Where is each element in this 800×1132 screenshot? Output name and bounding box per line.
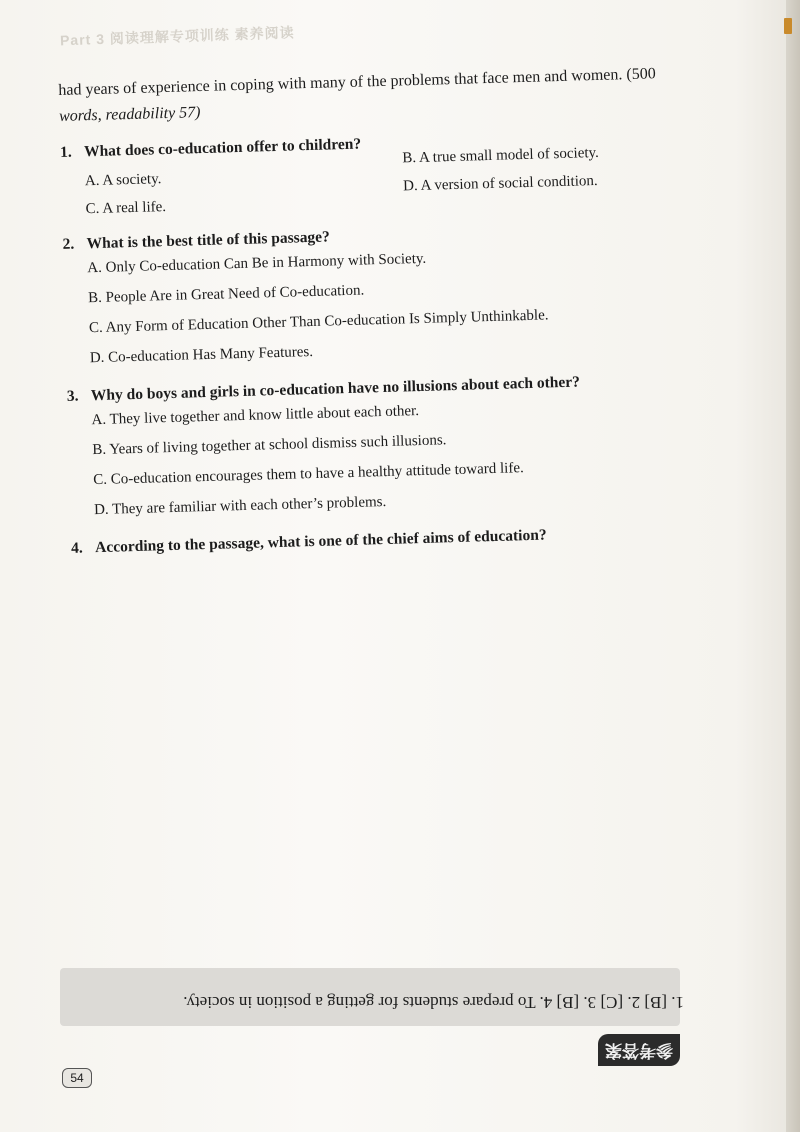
question-number: 1. xyxy=(59,143,72,161)
question-1 xyxy=(60,126,702,222)
question-text: What does co-education offer to children? xyxy=(83,135,362,161)
option-d[interactable]: D. A version of social condition. xyxy=(402,172,598,195)
option-c[interactable]: C. Co-education encourages them to have a healthy attitude toward life. xyxy=(93,460,524,489)
option-b[interactable]: B. Years of living together at school dismiss such illusions. xyxy=(92,432,447,459)
question-3 xyxy=(67,370,711,526)
answer-key-text: 1. [B] 2. [C] 3. [B] 4. To prepare students for getting a position in society. xyxy=(183,993,684,1012)
question-4-stem xyxy=(71,522,711,558)
question-number: 4. xyxy=(70,539,83,557)
option-b[interactable]: B. A true small model of society. xyxy=(402,144,600,167)
question-section xyxy=(58,60,711,558)
question-2 xyxy=(62,218,706,374)
question-text: According to the passage, what is one of the chief aims of education? xyxy=(94,526,547,557)
page-number: 54 xyxy=(62,1068,92,1088)
option-c[interactable]: C. Any Form of Education Other Than Co-education Is Simply Unthinkable. xyxy=(88,307,549,337)
question-text: Why do boys and girls in co-education have no illusions about each other? xyxy=(90,373,581,405)
question-number: 2. xyxy=(62,235,75,253)
faint-page-header: Part 3 阅读理解专项训练 素养阅读 xyxy=(59,24,295,49)
passage-ending xyxy=(58,60,699,130)
passage-metadata: words, readability 57) xyxy=(58,104,201,125)
option-a[interactable]: A. A society. xyxy=(84,171,162,190)
option-c[interactable]: C. A real life. xyxy=(85,199,167,218)
option-b[interactable]: B. People Are in Great Need of Co-education. xyxy=(87,282,365,307)
page-spine xyxy=(786,0,800,1132)
option-a[interactable]: A. Only Co-education Can Be in Harmony with Society. xyxy=(87,250,427,277)
question-text: What is the best title of this passage? xyxy=(86,228,331,253)
orange-tab-marker xyxy=(784,18,792,34)
question-number: 3. xyxy=(66,387,79,405)
question-4 xyxy=(71,522,711,558)
passage-ending-text: had years of experience in coping with many of the problems that face men and women. (500 xyxy=(58,65,656,99)
option-a[interactable]: A. They live together and know little about each other. xyxy=(91,403,420,429)
bleed-through-text xyxy=(60,560,680,920)
option-d[interactable]: D. Co-education Has Many Features. xyxy=(89,343,314,367)
answer-key-label: 参考答案 xyxy=(598,1034,680,1066)
option-d[interactable]: D. They are familiar with each other’s problems. xyxy=(93,494,387,519)
